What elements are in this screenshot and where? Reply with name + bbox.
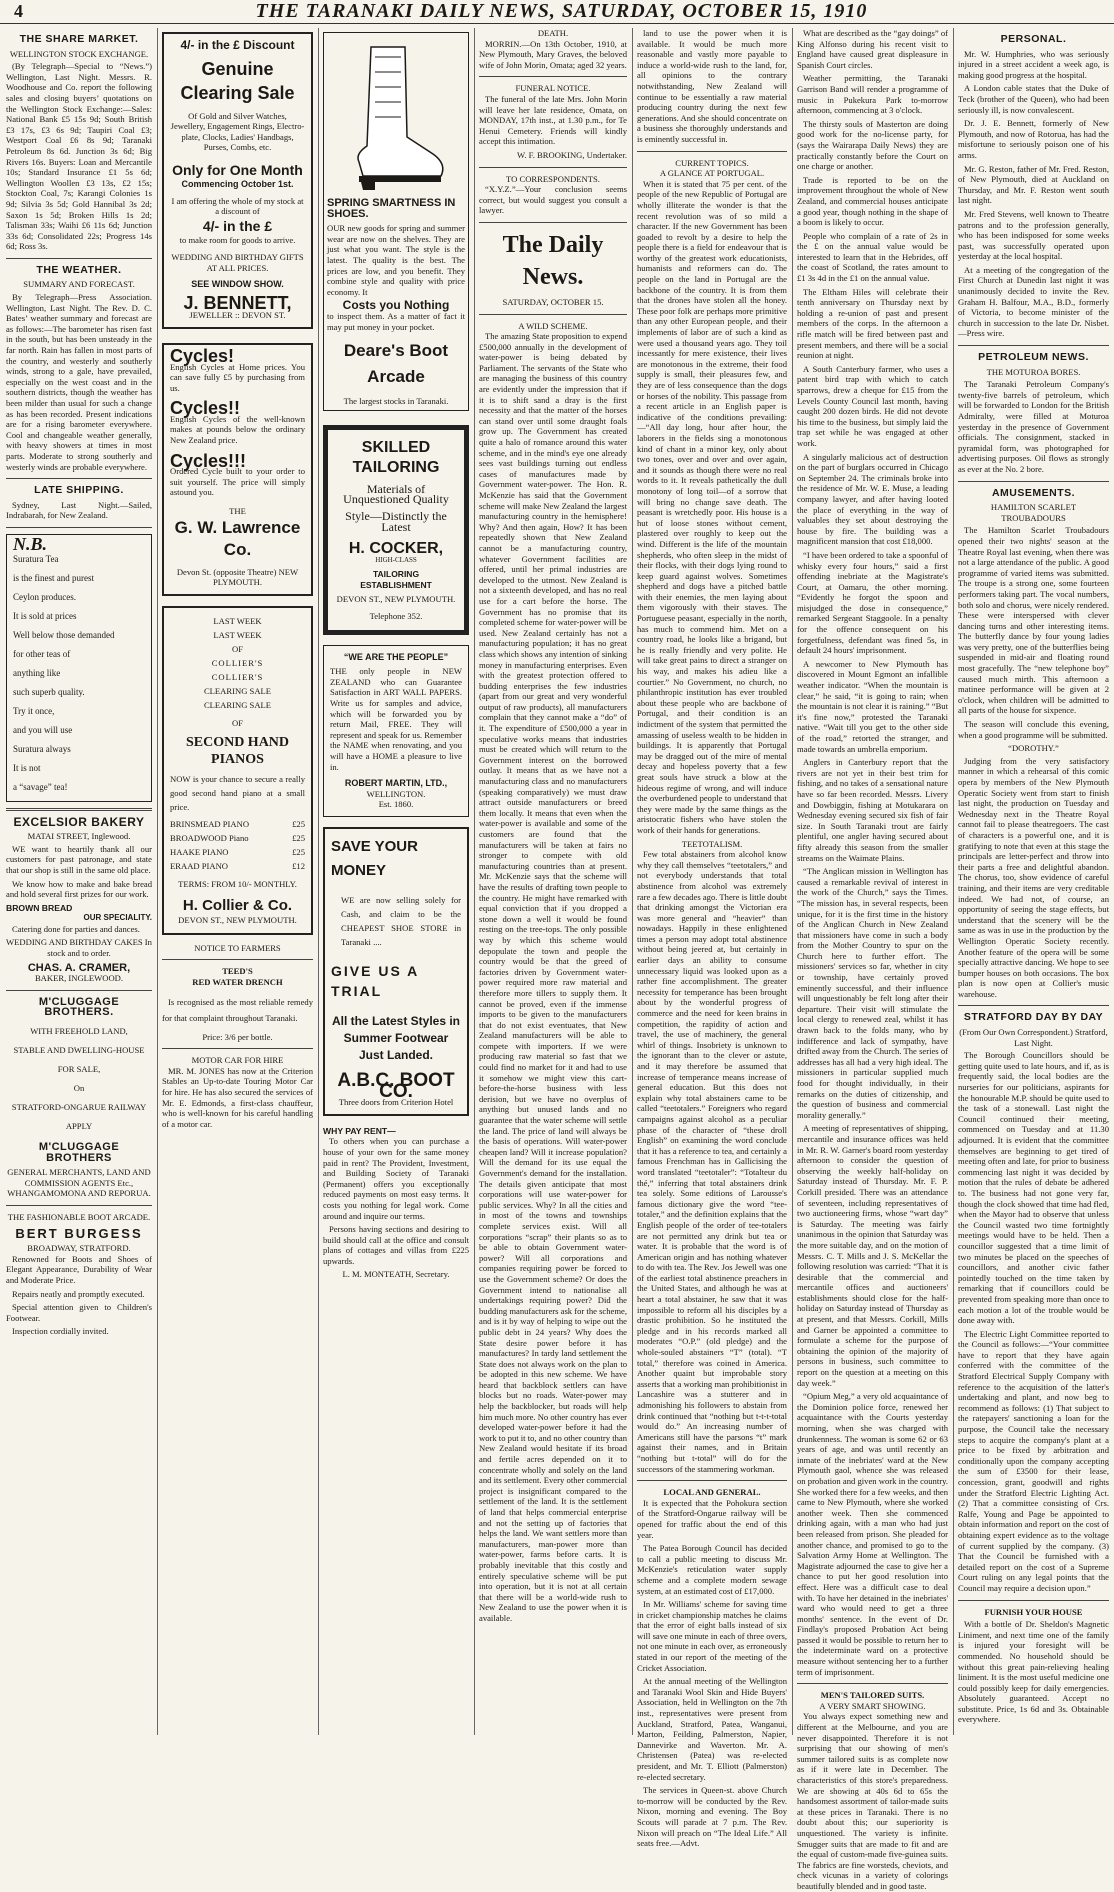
- mens-suits-text: You always expect something new and different at the Melbourne, and you are never disappointed. Therefore it is not surprising that our showing of men's summer tailored suits is as complete now as if it were late in December. The characteristics of this store's preparedness. We are showing at 40s 6d to 65s the handsomest assortment of tailor-made suits at these prices in Taranaki. There is no doubt about this; our superiority is unquestioned. The variety is infinite. Smugger suits that are made to fit and are the equal of custom-made five-guinea suits. The fabrics are fine worsteds, cheviots, and check vicunas in a variety of colorings beautifully blended and in good taste.: [797, 1711, 948, 1891]
- column-rule: [792, 28, 793, 1735]
- share-market-subheading: WELLINGTON STOCK EXCHANGE.: [9, 48, 149, 59]
- column-6: What are described as the “gay doings” of King Alfonso during his recent visit to England have caused great displeasure in Spanish Court circles. Weather permitting, the Taranaki Garrison Band will render a programme of music in Pukekura Park to-morrow afternoon, commencing at 3 o'clock. The thirsty souls of Masterton are doing good work for the no-license party, for (says the Wairarapa Daily News) they are practically constantly before the Court on one charge or another. Trade is reported to be on the improvement throughout the whole of New Zealand, and commercial houses anticipate a good year, though nothing in the shape of a boom is likely to occur. People who complain of a rate of 2s in the £ on the annual value would be interested to learn that in the Hebrides, off the coast of Scotland, the rates amount to £1 3s 4d in the £1 on the annual value. The Eltham Hiles will celebrate their tenth anniversary on Thursday next by holding a re-union of past and present members of the corps. In the afternoon a rifle match will be fired between past and present members, and there will be a social reunion at night. A South Canterbury farmer, who uses a patent bird trap with which to catch sparrows, drew a cheque for £15 from the Levels County Council last month, having caught 200 dozen birds. He did not devote his time to the business, but simply laid the trap set while he was engaged at other work. A singularly malicious act of destruction on the part of burglars occurred in Chicago on September 24. The criminals broke into the residence of Mr. W. E. Muse, a leading company lawyer, and after having looted the place of everything in the way of valuables they set about destroying the house by fire. The building was a magnificent mansion that cost £18,000. “I have been ordered to take a spoonful of whisky every four hours,” said a first offending inebriate at the Magistrate's Court, at Oamaru, the other morning. “Evidently he forgot the spoon and misjudged the dose in consequence,” remarked Sergeant Staggoole. In a penalty for the offence consequent on his forgetfulness, defendant was fined 5s, in default 24 hours' imprisonment. A newcomer to New Plymouth has discovered in Mount Egmont an infallible weather indicator. “When the mountain is clear,” he said, “it is going to rain; when the mountain is not clear it is raining.” “But it's fine now,” protested the Taranaki native. “Wait till you get to the other side of the road,” retorted the stranger, and made towards an umbrella emporium. Anglers in Canterbury report that the rivers are not yet in their best trim for fishing, and no takes of a sensational nature have so far been recorded. Messrs. Livery and Dowbiggin, fishing at Motukarara on Wednesday evening secured six fish of fair size. In South Taranaki trout are fairly plentiful, one angler having secured about fifty already this season from the smaller streams on the Waimate Plains. “The Anglican mission in Wellington has caused a remarkable revival of interest in the work of the Church,” says the Times. “The mission has, in several respects, been unique, for it is the first time in the history of the Anglican Church in New Zealand that missioners have come in such a body from the Mother Country to spur on the Church here to further effort. The missioners' services so far, whether in city or township, have certainly proved eminently successful, and their influence will unquestionably be felt long after their departure. Their visit will stimulate the local clergy to renewed zeal, whilst it has drawn back to the folds many, who by indifference and lack of sympathy, have drifted away from the Church. The series of addresses has all had a very high ideal. The missioners in particular supplied much food for thought individually, in their remarks on the duties of citizenship, and the question of business and commercial morality generally.” A meeting of representatives of shipping, mercantile and insurance offices was held in Mr. R. W. Garner's board room yesterday afternoon to consider the question of observing the weekly half-holiday on Saturday instead of Thursday. Mr. F. P. Corkill presided. There was an attendance of seventeen, including representatives of two auctioneering firms, whose “wart day” is Saturday. The meeting was fairly unanimous in the opinion that Saturday was the more suitable day, and on the motion of Messrs. C. T. Mills and J. S. McKellar the following resolution was carried: “That it is desirable that the commercial and mercantile offices and auctioneers' establishments should close for the half-holiday on Saturday instead of Thursday as at present, and that Messrs. Corkill, Mills and Garner be appointed a committee to formulate a scheme for the purpose of obtaining the opinion of the majority of persons in business, such committee to report on the question at a meeting on this day week.” “Opium Meg,” a very old acquaintance of the Dominion police force, renewed her acquaintance with the Courts yesterday morning, when she was charged with drunkenness. The woman is some 62 or 63 years of age, and was until recently an inmate of the inebriates' ward at the New Plymouth gaol, whence she was released on probation and given work in the country. She worked there for a few weeks, and then came to New Plymouth, where she worked another week. Then she commenced drinking again, with a man who had just been released from prison. She pleaded for another chance, and promised to go to the Salvation Army Home at Wellington. The Magistrate adjourned the case to give her a chance to put her good resolution into effect. Here was a difficult case to deal with. To have her detained in the inebriates' ward who would need to get a three months' sentence. In the event of Dr. Findlay's proposed Probation Act being passed it would be possible to return her to the indeterminate ward on a protective measure without sentencing her to a further term of imprisonment. MEN'S TAILORED SUITS. A VERY SMART SHOWING. You always expect something new and different at the Melbourne, and you are never disappointed. Therefore it is not surprising that our showing of men's summer tailored suits is as complete now as if it were late in December. The characteristics of this store's preparedness. We are showing at 40s 6d to 65s the handsomest assortment of tailor-made suits at these prices in Taranaki. There is no doubt about this; our superiority is unquestioned. The variety is infinite. Smugger suits that are made to fit and are the equal of custom-made five-guinea suits. The fabrics are fine worsteds, cheviots, and check vicunas in a variety of colorings beautifully blended and in good taste.: [797, 28, 948, 1891]
- weather-text: By Telegraph—Press Association. Wellington, Last Night. The Rev. D. C. Bates’ weather summary and forecast are as follows:—The barometer has risen fast in the south, but has been unsteady in the far north. Rain has fallen in most parts of the country, and westerly and southerly winds, strong to a gale, have prevailed, especially on the west coast and in the southern districts, though the weather has been milder than usual for such a change as has been recorded. Present indications are for a rising barometer everywhere. Cool and changeable weather generally, with heavy showers at times in most parts. Moderate to strong southerly and westerly winds are probable everywhere.: [6, 292, 152, 472]
- column-5: land to use the power when it is available. It would be much more reasonable and vastly more payable to induce a world-wide rush to the land, for, all opinions to the contrary notwithstanding, New Zealand will continue to be essentially a raw material producing country during the next few generations. And she should concentrate on a business she thoroughly understands and is eminently successful in. CURRENT TOPICS. A GLANCE AT PORTUGAL. When it is stated that 75 per cent. of the people of the new Republic of Portugal are wholly illiterate the wonder is that the recent revolution was of so mild a character. If the new Government has been goaded to revolt by a desire to help the people there is a field for endeavour that is worthy of the greatest work educationists, humanists and reformers can do. The people on the land in Portugal are the backbone of the country. It is from them that the drones have stolen all the honey. These poor folk are perhaps more primitive than any other European people, and their implements of labor are of such a kind as were used a thousand years ago. They toil incessantly for mere existence, their lives are monotonous in the extreme, their food supply is small, their pleasures few, and they are of less consequence than the dogs or horses of the nobility. This passage from a recent article in an English paper is indicative of the conditions prevailing:—“All day long, hour after hour, the laborers in the fields sing a monotonous kind of chant in a minor key, only about two tones, over and over and over again, and it sounds as though there were no real words to it. It reveals pathetically the dull monotony of long toil—of a sorrow that will bring no change save death. The peasant is wretchedly poor. His house is a hut of loose stones without cement, plastered over roughly to keep out the wind. Different is the life of the mountain shepherds, who often sleep in the midst of their flocks, with their dogs lying round to keep guard against wolves. Sometimes shepherd and dogs have a pitched battle with their enemies, the men laying about them vigorously with their staves. The Portuguese peasant, especially in the north, has much to commend him. Met on a country road, he looks like a brigand, but he is really friendly and very polite. He will take great pains to direct a stranger on his way, and makes his adieu like a courtier.” No Government, no church, no philanthropic institution has ever troubled about these people who are backbone of Portugal, and their condition is an indictment of the system that permitted the amassing of useless wealth to be hidden in buildings. It is apparently that Portugal may be dragged out of the mire of mental decay and hopeless poverty that a few great souls have struck a blow at the hideous regime of wrong, and will induce the overburdened people to understand that they were made by the same things as the aristocratic fishers who have stolen the work of their hands for generations. TEETOTALISM. Few total abstainers from alcohol know why they call themselves “teetotalers,” and not everybody understands that total abstinence from alcohol was extremely rare a few decades ago. There is little doubt that drinking amongst the Victorian era was more general and “heavier” than nowadays. Happily in these enlightened times a person may adopt total abstinence without being jeered at, but certainly in earlier days an ability to consume unnecessary liquid was looked upon as a rather fine accomplishment. The greater necessity for temperance has been brought about by the wonderful progress of commerce and the need for keen brains in competition, the rapidity of action and travel, the use of machinery, the general whirl of things. Insobriety is unknown to the ignorant than to the clever or astute, and it may therefore be assumed that increase of temperance means increase of general education. But this does not explain why total abstainers came to be called “teetotalers.” Foreigners who regard campaigns against alcohol as a peculiar phase of the character of “these droll English” on examining the word conclude that it has a reference to tea, and certainly a famous Frenchman has in Gallicising the word translated “teetotaler”: “Totalteur du thé,” inferring that total abstainers drink tea solely. Some editions of Larousse's famous dictionary give the word “tee-totaler,” and the definition explains that the English people of the order of tee-totalers are not permitted any drink but tea or water. It is probable that the word is of American origin and has nothing whatever to do with tea. The Rev. Jos Jewell was one of the earliest total abstinence preachers in the United States, and although he was at heart a total abstainer, he saw that it was impossible to reform all his disciples by a drastic prohibition. So he instituted the pledge and in his records marked all moderates “O.P.” (old pledge) and the whole-souled abstainers “T” (total). “T total,” therefore was coined in America. Another quaint but improbable story asserts that a working man prohibitionist in Lancashire was a stutterer and in admonishing his followers to abstain from drink continued that “nothing but t-t-t-total would do.” An increasing number of Americans still have the parsons “t” mark against their names, and in Britain “nothing but t-total” will do for the successors of the stammering workman. LOCAL AND GENERAL. It is expected that the Pohokura section of the Stratford-Ongarue railway will be opened for traffic about the end of this year. The Patea Borough Council has decided to call a public meeting to discuss Mr. McKenzie's reticulation water supply scheme and a complete modern sewage system, at an estimated cost of £17,000. In Mr. Williams' scheme for saving time in cricket championship matches he claims that the error of eight balls instead of six will save one minute in each of three overs, not one minute in each over, as erroneously stated in our report of the meeting of the Cricket Association. At the annual meeting of the Wellington and Taranaki Wool Skin and Hide Buyers' Association, held in Wellington on the 7th inst., representatives were present from Auckland, Stratford, Patea, Wanganui, Marton, Feilding, Palmerston, Napier, Dannevirke and Waverton. Mr. A. Christensen (Patea) was re-elected president, and Mr. T. Elliott (Palmerston) re-elected secretary. The services in Queen-st. above Church to-morrow will be conducted by the Rev. Nixon, morning and evening. The Boy Scouts will parade at 7 p.m. The Rev. Nixon will preach on “The Ideal Life.” All seats free.—Advt.: [637, 28, 787, 1849]
- amusements-heading: AMUSEMENTS.: [991, 486, 1076, 499]
- column-2: 4/- in the £ Discount Genuine Clearing Sale Of Gold and Silver Watches, Jewellery, Engagement Rings, Electro-plate, Clocks, Ladies' Handbags, Purses, Combs, etc. Only for One Month Commencing October 1st. I am offering the whole of my stock at a discount of 4/- in the £ to make room for goods to arrive. WEDDING AND BIRTHDAY GIFTS AT ALL PRICES. SEE WINDOW SHOW. J. BENNETT, JEWELLER :: DEVON ST. Cycles! English Cycles at Home prices. You can save fully £5 by purchasing from us. Cycles!! English Cycles of the well-known makes at pounds below the ordinary New Zealand price. Cycles!!! Ordered Cycle built to your order to suit yourself. The price will simply astound you. THE G. W. Lawrence Co. Devon St. (opposite Theatre) NEW PLYMOUTH. LAST WEEK LAST WEEK OF COLLIER'S COLLIER'S CLEARING SALE CLEARING SALE OF SECOND HAND PIANOS NOW is your chance to secure a really good second hand piano at a small price. BRINSMEAD PIANO £25 BROADWOOD Piano £25 HAAKE PIANO £25 ERAAD PIANO £12 TERMS: FROM 10/- MONTHLY. H. Collier & Co. DEVON ST., NEW PLYMOUTH. NOTICE TO FARMERS TEED'S RED WATER DRENCH Is recognised as the most reliable remedy for that complaint throughout Taranaki. Price: 3/6 per bottle. MOTOR CAR FOR HIRE MR. M. JONES has now at the Criterion Stables an Up-to-date Touring Motor Car for hire. He has also secured the services of Mr. E. Edmonds, a first-class chauffeur, who is well-known for his careful handling of a motor car.: [162, 28, 313, 1735]
- bert-burgess-heading: BERT BURGESS: [15, 1225, 143, 1241]
- bakery-owner: CHAS. A. CRAMER,: [27, 961, 131, 974]
- share-market-text: (By Telegraph—Special to “News.”) Wellington, Last Night. Messrs. R. Woodhouse and Co. report the following sales and closing buyers’ quotations on the Wellington Stock Exchange:—Sales: National Bank £5 15s 9d; South British £3 17s, £3 6s 9d; Taupiri Coal £3; Westport Coal £6 8s 9d; Taranaki Petroleum 8s 6d. Junction 3s 6d; Big Rivers 16s. Buyers: Loan and Mercantile 10s; Standard Insurance £1 5s 6d; Wellington Woollen £3 13s, £2 15s; Stockton Coal, 7s; Karangi Colonies 1s 9d; Silvia 3s 5d; Gold Hannibal 3s 2d; Saxon 1s 5d; Broken Hills 1s 2d; Talisman 33s; Waihi £6 11s 6d; Junction 33s 6d; Consolidated 22s; Progress 14s 6d; Ross 3s.: [6, 61, 152, 252]
- editorial-heading: A WILD SCHEME.: [518, 320, 588, 331]
- shipping-heading: LATE SHIPPING.: [34, 484, 124, 497]
- deare-boot-ad: SPRING SMARTNESS IN SHOES. OUR new goods for spring and summer wear are now on the shelves. They are just what you want. The style is the latest. The quality is the best. The prices are low, and you benefit. They combine style and quality with price economy. It Costs you Nothing to inspect them. As a matter of fact it may put money in your pocket. Deare's Boot Arcade The largest stocks in Taranaki.: [323, 32, 469, 411]
- bert-burgess-text-2: Repairs neatly and promptly executed.: [12, 1288, 145, 1299]
- page-title: THE TARANAKI DAILY NEWS, SATURDAY, OCTOBER 15, 1910: [255, 0, 868, 22]
- column-3: [323, 28, 469, 1735]
- nb-heading: N.B.: [13, 533, 48, 554]
- death-notice: MORRIN.—On 13th October, 1910, at New Plymouth, Mary Graves, the beloved wife of John Morin, Omata; aged 32 years.: [479, 38, 627, 70]
- column-rule: [632, 28, 633, 1735]
- suratura-tea-ad: [6, 534, 152, 802]
- bert-burgess-text-3: Special attention given to Children's Footwear.: [6, 1302, 152, 1323]
- editorial-date: SATURDAY, OCTOBER 15.: [502, 296, 604, 307]
- share-market-heading: THE SHARE MARKET.: [19, 33, 139, 45]
- petroleum-heading: PETROLEUM NEWS.: [978, 351, 1089, 364]
- page-number: 4: [14, 1, 23, 21]
- bert-burgess-text-4: Inspection cordially invited.: [12, 1326, 109, 1337]
- boot-illustration: [341, 42, 451, 192]
- mccluggage-heading-2: M'CLUGGAGE BROTHERS: [38, 1141, 120, 1164]
- teetotalism-heading: TEETOTALISM.: [681, 838, 743, 849]
- column-7: PERSONAL. Mr. W. Humphries, who was seriously injured in a street accident a week ago, is making good progress at the hospital. A London cable states that the Duke of Teck (brother of the Queen), who had been seriously ill, is now convalescent. Dr. J. E. Bennett, formerly of New Plymouth, and now of Rotorua, has had the misfortune to seriously poison one of his arms. Mr. G. Reston, father of Mr. Fred. Reston, of New Plymouth, died at Auckland on Thursday, and Mr. F. Reston went south last night. Mr. Fred Stevens, well known to Theatre patrons and to the profession generally, who has been indisposed for some weeks past, was successfully operated upon yesterday at the local hospital. At a meeting of the congregation of the First Church at Dunedin last night it was unanimously decided to invite the Rev. Graham H. Balfour, M.A., B.D., formerly of Victoria, to become minister of the church in succession to the late Dr. Nisbet.—Press wire. PETROLEUM NEWS. THE MOTUROA BORES. The Taranaki Petroleum Company's twenty-five barrels of petroleum, which will be forwarded to London for the British Admiralty, were filled at Moturoa yesterday in the presence of Government officials. The consignment, stacked in pyramidal form, was photographed for advertising purposes. Oil flows as strongly as ever at the No. 2 bore. AMUSEMENTS. HAMILTON SCARLET TROUBADOURS The Hamilton Scarlet Troubadours opened their two nights' season at the Theatre Royal last evening, when there was not a large attendance of the public. A good programme of varied items was submitted. The troupe is a strong one, some fourteen performers taking part. The vocal numbers, both solo and chorus, were nicely rendered. These were interspersed with clever dancing turns and other interesting items. The butterfly dance by four young ladies was very pretty, one of the butterflies being suspended in mid-air and floating round most gracefully. The “new telephone boy” caused much mirth. This afternoon a matinee performance will be given at 2 o'clock, when children will be admitted to all parts of the house for sixpence. The season will conclude this evening, when a good programme will be submitted. “DOROTHY.” Judging from the very satisfactory manner in which a rehearsal of this comic opera by members of the New Plymouth Operatic Society went from start to finish last night, the production on Tuesday and Wednesday next in the Theatre Royal cannot fail to please theatregoers. The cast of characters is a powerful one, and it is gratifying to note that even at this stage the principals are letter-perfect and throw into their parts a free and delightful abandon. The chorus, too, show evidence of careful training, and their items are very creditable indeed. We had not, of course, an opportunity of seeing the stage effects, but understand that the scenery will be the same as was in use in the production by the Wellington Operatic Society recently. Another feature of the opera will be some specially attractive dancing. We hope to see bumper houses on both occasions. The box plan is now open at Collier's music warehouse. STRATFORD DAY BY DAY (From Our Own Correspondent.) Stratford, Last Night. The Borough Councillors should be getting quite used to late hours, and if, as is frequently said, the local bodies are the nurseries for our politicians, aspirants for the honourable M.P. should be quite used to the task of a stonewall. Last night the Council continued their meeting, commenced on Tuesday and at 11.30 adjourned. It is evident that the committee themselves are beginning to get tired of meeting often and late, for prior to business commencing last night it was decided by motion that the rules of debate be adhered to. The business had not gone very far, though the clock showed that time had fled, when the Mayor had to observe that unless the Council wasted two time fortnightly meetings would have to be held. Then a councillor suggested that a time limit of two minutes be placed on the speeches of councillors, and another civic father pointedly touched on the time taken by remarking that if councillors could be prevented from speaking more than once to each motion a lot of the trouble would be done away with. The Electric Light Committee reported to the Council as follows:—“Your committee have to report that they have again conferred with the committee of the Stratford Electrical Supply Company with reference to the acquisition of the latter's undertaking and plant, and now beg to recommend as follows: (1) That subject to the ratepayers' sanctioning a loan for the purpose, the Council take the necessary steps to acquire the company's plant at a price to be fixed by arbitration and conditionally upon the company accepting the sum of £3500 for their lease, concession, grant, goodwill and rights under the Stratford Electric Lighting Act. (2) That a committee consisting of Crs. Ralfe, Young and Page be appointed to obtain information and report on the cost of obtaining expert evidence as to the voltage of current supplied by the company. (3) That the Council be furnished with a detailed report on the cost of a Supreme Court ruling on any legal points that the Council may require a decision upon.” FURNISH YOUR HOUSE With a bottle of Dr. Sheldon's Magnetic Liniment, and next time one of the family is injured your foresight will be commended. No household should be without this great pain-relieving healing liniment. It is the most useful medicine one could possibly keep for daily emergencies. Absolutely guaranteed. Accept no substitute. Price, 1s 6d and 3s. Obtainable everywhere.: [958, 33, 1109, 1725]
- mccluggage-heading: M'CLUGGAGE BROTHERS.: [38, 995, 120, 1019]
- daily-news-nameplate: The Daily News.: [502, 231, 604, 290]
- bakery-line-2: OUR SPECIALITY.: [83, 913, 152, 923]
- editorial-text: The amazing State proposition to expend £500,000 annually in the development of water-power is being debated by Parliament. The servants of the State who are managing the business of this country are evidently under the impression that if it is to shift sand a dray is the first necessity and that the matter of the horses can stand over until some draught foals grow up. The Government has created quite a halo of romance around this water scheme, and in the mind's eye one already sees vast buildings turning out endless cases of manufactures made by Government water-power. The Hon. R. McKenzie has said that the Government scheme will make New Zealand the largest manufacturing country in the hemisphere! Why? And then again, How? It has been repeatedly shown that New Zealand cannot be a manufacturing country, whatever Government facilities are offered, until her primal industries are developed to the utmost. New Zealand is not a sixteenth developed, and has no real use for a cart before the horse. The Government has no promise that its completed scheme for water-power will be used. New Zealand certainly has not a manufacturing population; it has no great class which shows any intention of sinking money in manufacturing enterprises. Even with the greatest protection offered to budding enterprises the few industries (apart from our great and very wonderful output of raw products), all manufacturers complain that they cannot make a “do” of it. The expenditure of £500,000 a year in speculative works means that industries must be created which will return to the Government interest on the borrowed outlay. It means that as we have not a manufacturing class and no manufacturers (speaking comparatively) we must draw attract outside manufacturers or breed them locally. It means that even when the water-power is available and some of the customers are found that the manufacturers will be taken at fairs no stronger to compete with old manufacturing countries than at present. Mr. McKenzie says that the scheme will have the results of drafting town people to the country. He might have remarked with equal conviction that if you dropped a stone down a well it would be found resting on the tree-tops. The only possible way by which this scheme would depopulate the town and people the country would be that the greed of factories driven by Government water-power required more raw material and therefore more tillers to supply them. It cannot be proved, even if the immense imports to be given to the manufacturers that do not exist eventuates, that New Zealand manufacturers will be able to compete with importers. If we were producing raw material so fast that we could find no market for it and had to use it somehow we might view this cart-before-the-horse business with less derision, but we have no overplus of anything but unused lands and no guarantee that the water scheme will settle the land. The price of land will always be the basis of operations. Will water-power cheapen land? Will it increase population? Will the demand for its use equal the Government's demand for the installation. The details given anticipate that most corporations will use water-power for public services. Why? In all the cities and in most of the towns and townships complete services exist. Will all corporations “scrap” their plants so as to be able to obtain Government water-power? Will all corporations and companies requiring power be forced to use the Government scheme? Or does the Government intend to nationalise all undertakings requiring power? Did the budding manufacturers ask for the scheme, and is it by way of helping to wipe out the public debt in 24 years? Why does the State desire power before it has manufactures? In tardy land settlement the State does not always work on the plan to be adopted in this new scheme. We have heard that backblock settlers can have blocks but no roads. Water-power may help the backblocker, but roads will help him much more. No other country has ever developed water-power before it had the work to put it to, and no other country than New Zealand would hesitate if its broad and fertile acres depended on it to concentrate wholly and solely on the land and its settlement. Every other commercial project is insignificant compared to the settlement of the land. It is the settlement of land that helps commercial enterprise and not the setting up of factories that helps the land. We want settlers more than manufacturers, man-power more than water-power, farms before carts. It is probably inevitable that this costly and entirely speculative scheme will be put into operation, but it is not at all certain that there will be a world-wide rush to New Zealand to use the power when it is available.: [479, 331, 627, 1623]
- funeral-heading: FUNERAL NOTICE.: [515, 83, 591, 94]
- local-general-heading: LOCAL AND GENERAL.: [663, 1487, 761, 1498]
- lawrence-cycles-ad: Cycles! English Cycles at Home prices. You can save fully £5 by purchasing from us. Cycles!! English Cycles of the well-known makes at pounds below the ordinary New Zealand price. Cycles!!! Ordered Cycle built to your order to suit yourself. The price will simply astound you. THE G. W. Lawrence Co. Devon St. (opposite Theatre) NEW PLYMOUTH.: [162, 343, 313, 596]
- bennett-jeweller-ad: 4/- in the £ Discount Genuine Clearing Sale Of Gold and Silver Watches, Jewellery, Engagement Rings, Electro-plate, Clocks, Ladies' Handbags, Purses, Combs, etc. Only for One Month Commencing October 1st. I am offering the whole of my stock at a discount of 4/- in the £ to make room for goods to arrive. WEDDING AND BIRTHDAY GIFTS AT ALL PRICES. SEE WINDOW SHOW. J. BENNETT, JEWELLER :: DEVON ST.: [162, 32, 313, 329]
- column-rule: [318, 28, 319, 1735]
- abc-boot-ad: SAVE YOUR MONEY WE are now selling solely for Cash, and claim to be the CHEAPEST SHOE STORE in Taranaki .... GIVE US A TRIAL All the Latest Styles in Summer Footwear Just Landed. A.B.C. BOOT CO. Three doors from Criterion Hotel: [323, 827, 469, 1116]
- weather-heading: THE WEATHER.: [36, 263, 122, 276]
- personal-heading: PERSONAL.: [1000, 33, 1067, 45]
- bakery-heading: EXCELSIOR BAKERY: [13, 814, 145, 829]
- mens-suits-heading: MEN'S TAILORED SUITS.: [820, 1690, 925, 1701]
- collier-pianos-ad: LAST WEEK LAST WEEK OF COLLIER'S COLLIER'S CLEARING SALE CLEARING SALE OF SECOND HAND PIANOS NOW is your chance to secure a really good second hand piano at a small price. BRINSMEAD PIANO £25 BROADWOOD Piano £25 HAAKE PIANO £25 ERAAD PIANO £12 TERMS: FROM 10/- MONTHLY. H. Collier & Co. DEVON ST., NEW PLYMOUTH.: [162, 606, 313, 935]
- bakery-text-1: WE want to heartily thank all our customers for past patronage, and state that our shop is still in the same old place.: [6, 843, 152, 875]
- weather-subheading: SUMMARY AND FORECAST.: [23, 279, 135, 290]
- portugal-heading: A GLANCE AT PORTUGAL.: [659, 168, 765, 179]
- column-4: DEATH. MORRIN.—On 13th October, 1910, at New Plymouth, Mary Graves, the beloved wife of John Morin, Omata; aged 32 years. FUNERAL NOTICE. The funeral of the late Mrs. John Morin will leave her late residence, Omata, on MONDAY, 17th inst., at 1.30 p.m., for Te Henui Cemetery. Friends will kindly accept this intimation. W. F. BROOKING, Undertaker. TO CORRESPONDENTS. “X.Y.Z.”—Your conclusion seems correct, but would suggest you consult a lawyer. The Daily News. SATURDAY, OCTOBER 15. A WILD SCHEME. The amazing State proposition to expend £500,000 annually in the development of water-power is being debated by Parliament. The servants of the State who are managing the business of this country are evidently under the impression that if it is to shift sand a dray is the first necessity and that the matter of the horses can stand over until some draught foals grow up. The Government has created quite a halo of romance around this water scheme, and in the mind's eye one already sees vast buildings turning out endless cases of manufactures made by Government water-power. The Hon. R. McKenzie has said that the Government scheme will make New Zealand the largest manufacturing country in the hemisphere! Why? And then again, How? It has been repeatedly shown that New Zealand cannot be a manufacturing country, whatever Government facilities are offered, until her primal industries are developed to the utmost. New Zealand is not a sixteenth developed, and has no real use for a cart before the horse. The Government has no promise that its completed scheme for water-power will be used. New Zealand certainly has not a manufacturing population; it has no great class which shows any intention of sinking money in manufacturing enterprises. Even with the greatest protection offered to budding enterprises the few industries (apart from our great and very wonderful output of raw products), all manufacturers complain that they cannot make a “do” of it. The expenditure of £500,000 a year in speculative works means that industries must be created which will return to the Government interest on the borrowed outlay. It means that as we have not a manufacturing class and no manufacturers (speaking comparatively) we must draw attract outside manufacturers or breed them locally. It means that even when the water-power is available and some of the customers are found that the manufacturers will be taken at fairs no stronger to compete with old manufacturing countries than at present. Mr. McKenzie says that the scheme will have the results of drafting town people to the country. He might have remarked with equal conviction that if you dropped a stone down a well it would be found resting on the tree-tops. The only possible way by which this scheme would depopulate the town and people the country would be that the greed of factories driven by Government water-power required more raw material and therefore more tillers to supply them. It cannot be proved, even if the immense imports to be given to the manufacturers that do not exist eventuates, that New Zealand manufacturers will be able to compete with importers. If we were producing raw material so fast that we could find no market for it and had to use it somehow we might view this cart-before-the-horse business with less derision, but we have no overplus of anything but unused lands and no guarantee that the water scheme will settle the land. The price of land will always be the basis of operations. Will water-power cheapen land? Will it increase population? Will the demand for its use equal the Government's demand for the installation. The details given anticipate that most corporations will use water-power for public services. Why? In all the cities and in most of the towns and townships complete services exist. Will all corporations “scrap” their plants so as to be able to obtain Government water-power? Will all corporations and companies requiring power be forced to use the Government scheme? Or does the Government intend to nationalise all undertakings requiring power? Did the budding manufacturers ask for the scheme, and is it by way of helping to wipe out the public debt in 24 years? Why does the State desire power before it has manufactures? In tardy land settlement the State does not always work on the plan to be adopted in this new scheme. We have heard that backblock settlers can have blocks but no roads. Water-power may help the backblocker, but roads will help him much more. No other country has ever developed water-power before it had the work to put it to, and no other country than New Zealand would hesitate if its broad and fertile acres depended on it to concentrate wholly and solely on the land and its settlement. Every other commercial project is insignificant compared to the settlement of the land. It is the settlement of land that helps commercial enterprise and not the setting up of factories that helps the land. We want settlers more than manufacturers, man-power more than water-power, farms before carts. It is probably inevitable that this costly and entirely speculative scheme will be put into operation, but it is not at all certain that there will be a world-wide rush to New Zealand to use the power when it is available.: [479, 28, 627, 1623]
- current-topics-heading: CURRENT TOPICS.: [675, 157, 749, 168]
- correspondents-text: “X.Y.Z.”—Your conclusion seems correct, but would suggest you consult a lawyer.: [479, 184, 627, 216]
- boot-arcade-line: THE FASHIONABLE BOOT ARCADE.: [7, 1212, 151, 1222]
- bert-burgess-address: BROADWAY, STRATFORD.: [27, 1243, 131, 1254]
- portugal-text: When it is stated that 75 per cent. of the people of the new Republic of Portugal are wholly illiterate the wonder is that the recent revolution was of so mild a character. If the new Government has been goaded to revolt by a desire to help the people there is a field for endeavour that is worthy of the greatest work educationists, humanists and reformers can do. The people on the land in Portugal are the backbone of the country. It is from them that the drones have stolen all the honey. These poor folk are perhaps more primitive than any other European people, and their implements of labor are of such a kind as were used a thousand years ago. They toil incessantly for mere existence, their lives are monotonous in the extreme, their food supply is small, their pleasures few, and they are of less consequence than the dogs or horses of the nobility. This passage from a recent article in an English paper is indicative of the conditions prevailing:—“All day long, hour after hour, the laborers in the fields sing a monotonous kind of chant in a minor key, only about two tones, over and over and over again, and it sounds as though there were no real words to it. It reveals pathetically the dull monotony of long toil—of a sorrow that will bring no change save death. The peasant is wretchedly poor. His house is a hut of loose stones without cement, plastered over roughly to keep out the wind. Different is the life of the mountain shepherds, who often sleep in the midst of their flocks, with their dogs lying round to keep guard against wolves. Sometimes shepherd and dogs have a pitched battle with their enemies, the men laying about them vigorously with their staves. The Portuguese peasant, especially in the north, has much to commend him. Met on a country road, he looks like a brigand, but he is really friendly and very polite. He will take great pains to direct a stranger on his way, and makes his adieu like a courtier.” No Government, no church, no philanthropic institution has ever troubled about these people who are backbone of Portugal, and their condition is an indictment of the system that permitted the amassing of useless wealth to be hidden in buildings. It is apparently that Portugal may be dragged out of the mire of mental decay and hopeless poverty that a few great souls have struck a blow at the hideous regime of wrong, and will induce the overburdened people to understand that they were made by the same things as the aristocratic fishers who have stolen the work of their hands for generations.: [637, 178, 787, 835]
- column-rule: [474, 28, 475, 1735]
- death-heading: DEATH.: [537, 28, 569, 38]
- bakery-text-3: Catering done for parties and dances.: [12, 923, 140, 934]
- bert-burgess-text: Renowned for Boots and Shoes of Elegant Appearance, Durability of Wear and Moderate Price.: [6, 1253, 152, 1285]
- correspondents-heading: TO CORRESPONDENTS.: [506, 173, 600, 184]
- masthead: [0, 0, 1114, 24]
- funeral-notice: The funeral of the late Mrs. John Morin will leave her late residence, Omata, on MONDAY, 17th inst., at 1.30 p.m., for Te Henui Cemetery. Friends will kindly accept this intimation.: [479, 93, 627, 147]
- column-rule: [157, 28, 158, 1735]
- robert-martin-ad: “WE ARE THE PEOPLE” THE only people in NEW ZEALAND who can Guarantee Satisfaction in ART WALL PAPERS. Write us for samples and advice, which will be forwarded you by return Mail, FREE. They will represent and speak for us. Remember the NAME when renovating, and you will have a HOME a pleasure to live in. ROBERT MARTIN, LTD., WELLINGTON. Est. 1860.: [323, 645, 469, 817]
- bakery-text-2: We know how to make and bake bread and hold several first prizes for our work.: [6, 878, 152, 900]
- column-1: THE SHARE MARKET. WELLINGTON STOCK EXCHANGE. (By Telegraph—Special to “News.”) Wellington, Last Night. Messrs. R. Woodhouse and Co. report the following sales and closing buyers’ quotations on the Wellington Stock Exchange:—Sales: National Bank £5 15s 9d; South British £3 17s, £3 6s 9d; Taupiri Coal £3; Westport Coal £6 8s 9d; Taranaki Petroleum 8s 6d. Junction 3s 6d; Big Rivers 16s. Buyers: Loan and Mercantile 10s; Standard Insurance £1 5s 6d; Wellington Woollen £3 13s, £2 15s; Stockton Coal, 7s; Karangi Colonies 1s 9d; Silvia 3s 5d; Gold Hannibal 3s 2d; Saxon 1s 5d; Broken Hills 1s 2d; Talisman 33s; Waihi £6 11s 6d; Junction 33s 6d; Consolidated 22s; Progress 14s 6d; Ross 3s. THE WEATHER. SUMMARY AND FORECAST. By Telegraph—Press Association. Wellington, Last Night. The Rev. D. C. Bates’ weather summary and forecast are as follows:—The barometer has risen fast in the south, but has been unsteady in the far north. Rain has fallen in most parts of the country, and westerly and southerly winds, strong to a gale, have prevailed, especially on the west coast and in the southern districts, though the weather has been milder than usual for such a change as has been recorded. Present indications are for a rising barometer everywhere. Cool and changeable weather generally, with heavy showers at times in most parts. Moderate to strong southerly and westerly winds are probable everywhere. LATE SHIPPING. Sydney, Last Night.—Sailed, Indrabarah, for New Zealand. N.B. Suratura Tea is the finest and purest Ceylon produces. It is sold at prices Well below those demanded for other teas of anything like such superb quality. Try it once, and you will use Suratura always It is not a “savage” tea! EXCELSIOR BAKERY MATAI STREET, Inglewood. WE want to heartily thank all our customers for past patronage, and state that our shop is still in the same old place. We know how to make and bake bread and hold several first prizes for our work. BROWN BREAD OUR SPECIALITY. Catering done for parties and dances. WEDDING AND BIRTHDAY CAKES In stock and to order. CHAS. A. CRAMER, BAKER, INGLEWOOD. M'CLUGGAGE BROTHERS. WITH FREEHOLD LAND, STABLE AND DWELLING-HOUSE FOR SALE, On STRATFORD-ONGARUE RAILWAY APPLY M'CLUGGAGE BROTHERS GENERAL MERCHANTS, LAND AND COMMISSION AGENTS Etc., WHANGAMOMONA AND REPORUA. THE FASHIONABLE BOOT ARCADE. BERT BURGESS BROADWAY, STRATFORD. Renowned for Boots and Shoes of Elegant Appearance, Durability of Wear and Moderate Price. Repairs neatly and promptly executed. Special attention given to Children's Footwear. Inspection cordially invited.: [6, 33, 152, 1337]
- mccluggage-address: GENERAL MERCHANTS, LAND AND COMMISSION AGENTS Etc., WHANGAMOMONA AND REPORUA.: [7, 1167, 151, 1199]
- bakery-line-3: WEDDING AND BIRTHDAY CAKES In stock and to order.: [6, 937, 152, 959]
- cocker-tailoring-ad: SKILLED TAILORING Materials of Unquestioned Quality Style—Distinctly the Latest H. COCKER, HIGH-CLASS TAILORING ESTABLISHMENT DEVON ST., NEW PLYMOUTH. Telephone 352.: [323, 425, 469, 635]
- stratford-heading: STRATFORD DAY BY DAY: [963, 1011, 1104, 1024]
- suratura-lines: Suratura Tea is the finest and purest Ceylon produces. It is sold at prices Well below those demanded for other teas of anything like such superb quality. Try it once, and you will use Suratura always It is not a “savage” tea!: [13, 553, 115, 792]
- bakery-line-1: BROWN BREAD: [6, 902, 73, 913]
- farmers-notice: NOTICE TO FARMERS: [194, 942, 281, 953]
- bakery-role: BAKER, INGLEWOOD.: [34, 973, 124, 984]
- shipping-text: Sydney, Last Night.—Sailed, Indrabarah, for New Zealand.: [6, 499, 152, 521]
- provident-society-ad: WHY PAY RENT— To others when you can purchase a house of your own for the same money paid in rent? The Provident, Investment, and Building Society of Taranaki (Permanent) offers you exceptionally reduced payments on most easy terms. It costs you nothing for legal work. Come around and inquire our terms. Persons having sections and desiring to build should call at the office and consult plans of cottages and villas from £225 upwards. L. M. MONTEATH, Secretary.: [323, 1125, 469, 1280]
- teetotalism-text: Few total abstainers from alcohol know why they call themselves “teetotalers,” and not everybody understands that total abstinence from alcohol was extremely rare a few decades ago. There is little doubt that drinking amongst the Victorian era was more general and “heavier” than nowadays. Happily in these enlightened times a person may adopt total abstinence without being jeered at, but certainly in earlier days an ability to consume unnecessary liquid was looked upon as a rather fine accomplishment. The greater necessity for temperance has been brought about by the wonderful progress of commerce and the need for keen brains in competition, the rapidity of action and travel, the use of machinery, the general whirl of things. Insobriety is unknown to the ignorant than to the clever or astute, and it may therefore be assumed that increase of temperance means increase of general education. But this does not explain why total abstainers came to be called “teetotalers.” Foreigners who regard campaigns against alcohol as a peculiar phase of the character of “these droll English” on examining the word conclude that it has a reference to tea, and certainly a famous Frenchman has in Gallicising the word translated “teetotaler”: “Totalteur du thé,” inferring that total abstainers drink tea solely. Some editions of Larousse's famous dictionary give the word “tee-totaler,” and the definition explains that the English people of the order of tee-totalers are not permitted any drink but tea or water. It is probable that the word is of American origin and has nothing whatever to do with tea. The Rev. Jos Jewell was one of the earliest total abstinence preachers in the United States, and although he was at heart a total abstainer, he saw that it was impossible to reform all his disciples by a drastic prohibition. So he instituted the pledge and in his records marked all moderates “O.P.” (old pledge) and the whole-souled abstainers “T” (total). “T total,” therefore was coined in America. Another quaint but improbable story asserts that a working man prohibitionist in Lancashire was a stutterer and in admonishing his followers to abstain from drink continued that “nothing but t-t-t-total would do.” An increasing number of Americans still have the parsons “t” mark against their names, and in Britain “nothing but t-total” will do for the successors of the stammering workman.: [637, 849, 787, 1474]
- column-rule: [953, 28, 954, 1735]
- bakery-address: MATAI STREET, Inglewood.: [27, 831, 131, 842]
